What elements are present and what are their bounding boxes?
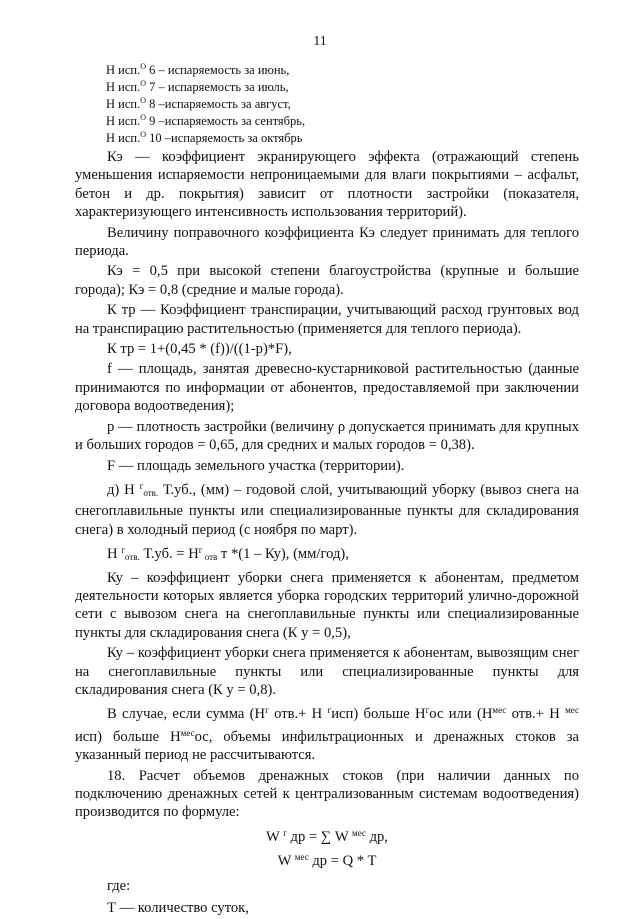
text-run: ос, объемы инфильтрационных и дренажных стоков за указанный период не рассчитываются. xyxy=(75,728,579,764)
superscript: О xyxy=(140,130,146,139)
text-run: 8 –испаряемость за август, xyxy=(146,97,291,111)
text-run: Т.уб. = Н xyxy=(139,546,199,563)
snow-removal-formula xyxy=(75,541,579,566)
rho-definition: р — плотность застройки (величину ρ допускается принимать для крупных и больших городов = 0,65, для средних и малых городов = 0,38). xyxy=(75,418,579,454)
text-run: 6 – испаряемость за июнь, xyxy=(146,63,290,77)
superscript: О xyxy=(140,79,146,88)
superscript: г xyxy=(198,545,203,556)
text-run: Т.уб., (мм) – годовой слой, учитывающий уборку (вывоз снега на снегоплавильные пункты или специализированные пункты для складирования снега) в холодный период (с ноября по март). xyxy=(75,481,579,538)
text-run: 7 – испаряемость за июль, xyxy=(146,80,289,94)
subscript: отв. xyxy=(143,487,159,498)
subscript: отв. xyxy=(124,552,140,563)
area-definition: F — площадь земельного участка (территории). xyxy=(107,457,405,474)
text-run: Н исп. xyxy=(106,63,141,77)
superscript: г xyxy=(139,480,144,491)
ktr-formula: К тр = 1+(0,45 * (f))/((1-p)*F), xyxy=(107,341,292,358)
ku-clause-1: Ку – коэффициент уборки снега применяется к абонентам, предметом деятельности которых является уборка городских территорий улично-дорожной сети с вывозом снега на снегоплавильные пункты или специализированные пункты для складирования снега (К у = 0,5), xyxy=(75,569,579,641)
subscript: отв xyxy=(202,552,218,563)
text-run: др = Q * T xyxy=(308,853,377,870)
ke-definition: Кэ — коэффициент экранирующего эффекта (отражающий степень уменьшения испаряемости непроницаемыми для влаги покрытиями – асфальт, бетон и др. покрытия) зависит от плотности застройки (показателя, характеризующего интенсивность использования территорий). xyxy=(75,149,579,221)
superscript: г xyxy=(283,827,287,838)
text-run: т *(1 – Ку), (мм/год), xyxy=(217,546,349,563)
text-run: Н исп. xyxy=(106,97,141,111)
text-run: ос или (Н xyxy=(429,706,493,723)
text-run: д) Н xyxy=(107,481,140,498)
text-run: др, xyxy=(365,828,388,845)
clause-18: 18. Расчет объемов дренажных стоков (при наличии данных по подключению дренажных сетей к централизованным системам водоотведения) производится по формуле: xyxy=(75,767,579,821)
text-run: отв.+ Н xyxy=(506,706,566,723)
text-run: Н xyxy=(107,546,122,563)
text-run: исп) больше Н xyxy=(331,706,426,723)
drain-equation-2 xyxy=(75,848,579,870)
text-run: В случае, если сумма (Н xyxy=(107,706,266,723)
t-definition: Т — количество суток, xyxy=(107,900,249,917)
text-run: Н исп. xyxy=(106,131,141,145)
text-run: отв.+ Н xyxy=(268,706,328,723)
text-run: 9 –испаряемость за сентябрь, xyxy=(146,114,306,128)
superscript: мес xyxy=(565,705,579,716)
ke-values: Кэ = 0,5 при высокой степени благоустройства (крупные и большие города); Кэ = 0,8 (средние и малые города). xyxy=(75,263,579,298)
evaporation-line xyxy=(106,127,302,146)
page-number: 11 xyxy=(313,34,327,49)
text-run: W xyxy=(277,853,295,870)
superscript: мес xyxy=(180,727,195,738)
annual-layer-definition xyxy=(75,477,579,539)
case-condition xyxy=(75,701,579,764)
superscript: О xyxy=(140,113,146,122)
text-run: Н исп. xyxy=(106,80,141,94)
superscript: г xyxy=(327,705,332,716)
superscript: мес xyxy=(492,705,507,716)
superscript: О xyxy=(140,96,146,105)
text-run: Н исп. xyxy=(106,114,141,128)
text-run: W xyxy=(266,828,284,845)
drain-equation-1 xyxy=(75,824,579,846)
where-label: где: xyxy=(107,877,131,894)
text-run: исп) больше Н xyxy=(75,728,181,745)
superscript: г xyxy=(425,705,430,716)
superscript: О xyxy=(140,62,146,71)
superscript: мес xyxy=(294,852,309,863)
text-run: 10 –испаряемость за октябрь xyxy=(146,131,303,145)
document-body xyxy=(75,148,579,919)
superscript: мес xyxy=(352,827,366,838)
ktr-definition: К тр — Коэффициент транспирации, учитывающий расход грунтовых вод на транспирацию растительностью (применяется для теплого периода). xyxy=(75,302,579,337)
ku-clause-2: Ку – коэффициент уборки снега применяется к абонентам, вывозящим снег на снегоплавильные пункты или специализированные пункты для складирования снега (К у = 0,8). xyxy=(75,645,579,698)
text-run: др = ∑ W xyxy=(286,828,353,845)
superscript: г xyxy=(121,545,125,556)
ke-period: Величину поправочного коэффициента Кэ следует принимать для теплого периода. xyxy=(75,224,579,260)
superscript: г xyxy=(265,705,269,716)
f-definition: f — площадь, занятая древесно-кустарниковой растительностью (данные принимаются по информации от абонентов, предоставляемой при заключении договора водоотведения); xyxy=(75,361,579,415)
